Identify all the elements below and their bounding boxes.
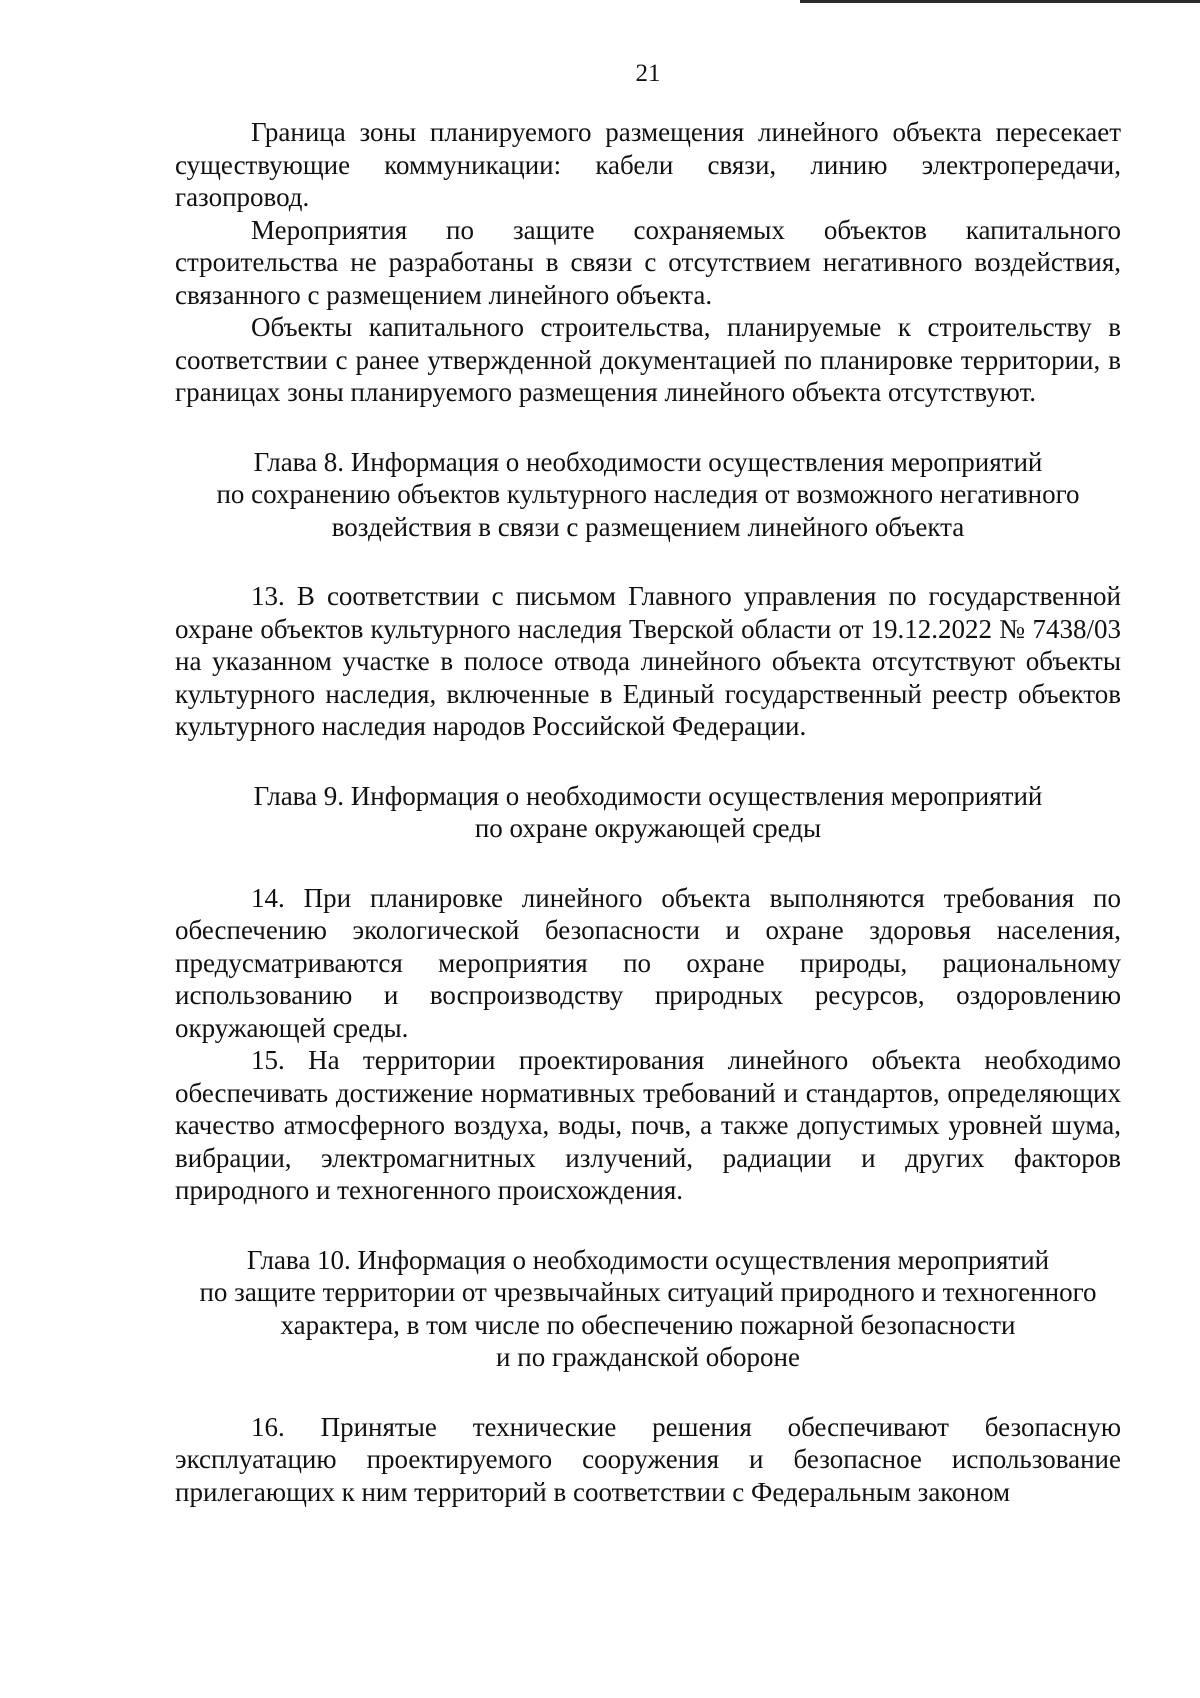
heading-line: характера, в том числе по обеспечению пожарной безопасности [280, 1309, 1016, 1340]
heading-line: Глава 10. Информация о необходимости осуществления мероприятий [246, 1244, 1050, 1275]
paragraph-14: 14. При планировке линейного объекта выполняются требования по обеспечению экологической безопасности и охране здоровья населения, предусматриваются мероприятия по охране природы, рациональному использованию и воспроизводству природных ресурсов, оздоровлению окружающей среды. [175, 882, 1121, 1043]
heading-line: по охране окружающей среды [474, 813, 822, 843]
heading-line: Глава 8. Информация о необходимости осуществления мероприятий [253, 446, 1043, 477]
top-edge-rule [800, 0, 1200, 3]
paragraph-13: 13. В соответствии с письмом Главного управления по государственной охране объектов культурного наследия Тверской области от 19.12.2022 № 7438/03 на указанном участке в полосе отвода линейного объекта отсутствуют объекты культурного наследия, включенные в Единый государственный реестр объектов культурного наследия народов Российской Федерации. [175, 581, 1121, 741]
chapter-9-heading [175, 780, 1121, 845]
heading-line: воздействия в связи с размещением линейного объекта [331, 511, 965, 542]
paragraph-16: 16. Принятые технические решения обеспечивают безопасную эксплуатацию проектируемого сооружения и безопасное использование прилегающих к ним территорий в соответствии с Федеральным законом [175, 1411, 1121, 1507]
heading-line: по сохранению объектов культурного наследия от возможного негативного [216, 479, 1080, 509]
paragraph: Объекты капитального строительства, планируемые к строительству в соответствии с ранее утвержденной документацией по планировке территории, в границах зоны планируемого размещения линейного объекта отсутствуют. [175, 312, 1121, 407]
chapter-8-heading [175, 446, 1121, 544]
heading-line: и по гражданской обороне [496, 1342, 800, 1372]
document-body [175, 116, 1121, 1508]
heading-line: Глава 9. Информация о необходимости осуществления мероприятий [253, 780, 1043, 811]
heading-line: по защите территории от чрезвычайных ситуаций природного и техногенного [199, 1277, 1097, 1307]
paragraph: Граница зоны планируемого размещения линейного объекта пересекает существующие коммуникации: кабели связи, линию электропередачи, газопровод. [175, 117, 1121, 212]
chapter-10-heading [175, 1244, 1121, 1374]
paragraph-15: 15. На территории проектирования линейного объекта необходимо обеспечивать достижение нормативных требований и стандартов, определяющих качество атмосферного воздуха, воды, почв, а также допустимых уровней шума, вибрации, электромагнитных излучений, радиации и других факторов природного и техногенного происхождения. [175, 1045, 1121, 1205]
paragraph: Мероприятия по защите сохраняемых объектов капитального строительства не разработаны в связи с отсутствием негативного воздействия, связанного с размещением линейного объекта. [175, 214, 1121, 310]
page-number: 21 [635, 60, 661, 87]
